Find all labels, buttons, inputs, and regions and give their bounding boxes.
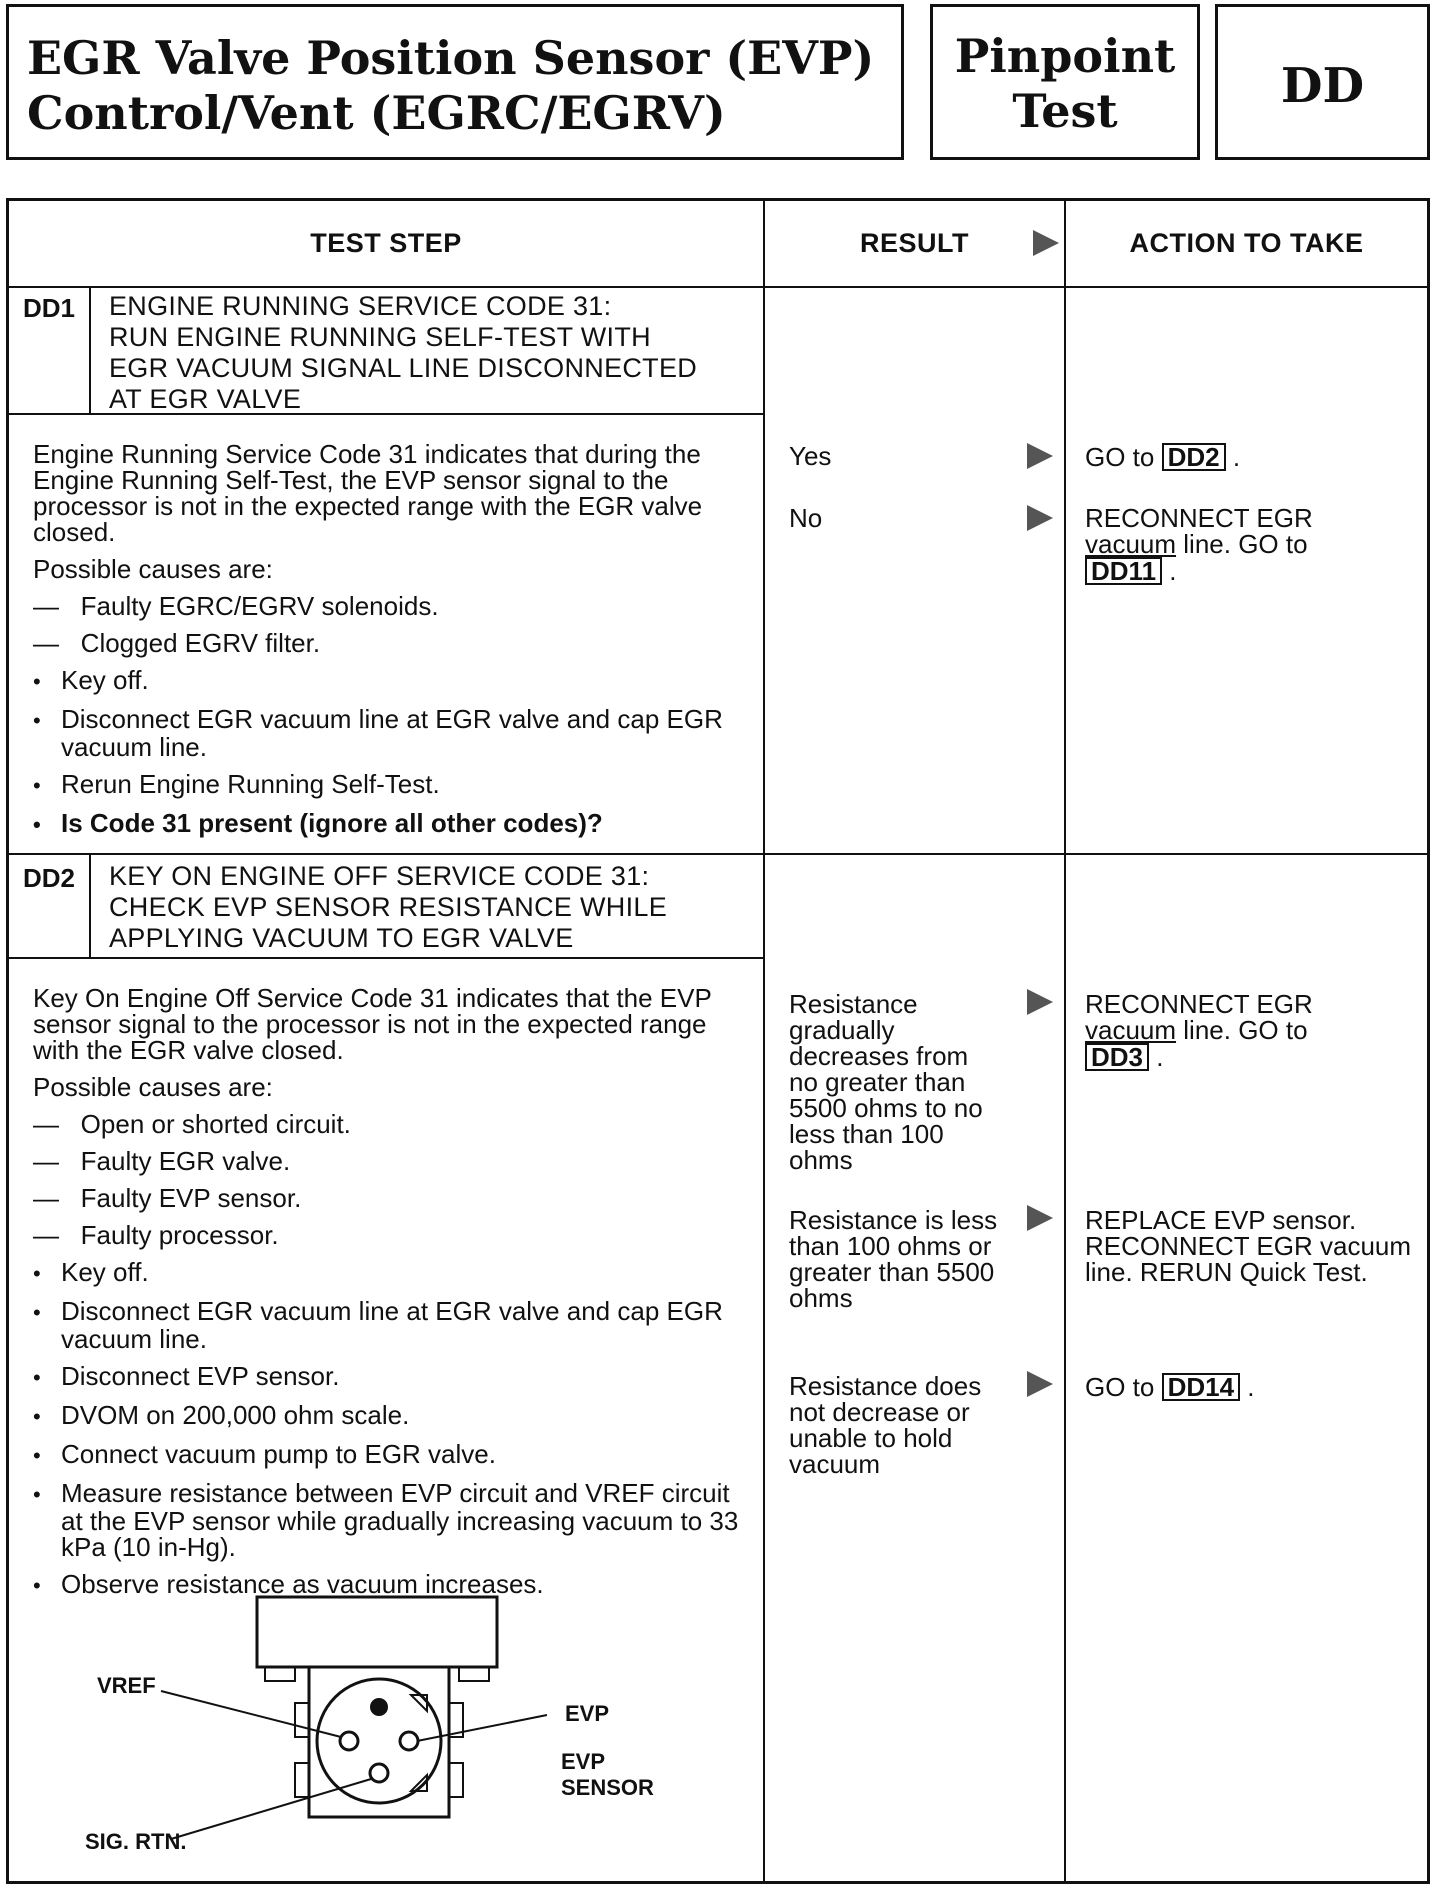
pinpoint-test-box: [930, 4, 1200, 160]
dd2-step: • Measure resistance between EVP circuit and VREF circuit at the EVP sensor while gradually increasing vacuum to 33 kPa (10 in-Hg).: [33, 1480, 743, 1560]
dd1-step: • Key off.: [33, 667, 743, 695]
vref-label: VREF: [97, 1673, 156, 1698]
dd1-result-yes: Yes: [789, 441, 832, 471]
pin-key: [370, 1698, 388, 1716]
dd2-step: • DVOM on 200,000 ohm scale.: [33, 1402, 743, 1430]
dd2-step: • Key off.: [33, 1259, 743, 1287]
connector-latch-left: [295, 1703, 309, 1737]
dd2-title-line: CHECK EVP SENSOR RESISTANCE WHILE: [109, 892, 668, 922]
connector-body: [309, 1667, 449, 1817]
ref-dd14-link[interactable]: DD14: [1162, 1373, 1240, 1401]
col-header-result: [765, 201, 1064, 286]
result-label: RESULT: [860, 228, 969, 258]
col-header-test-step: TEST STEP: [310, 228, 462, 258]
title-box: [6, 4, 904, 160]
dd2-step: • Connect vacuum pump to EGR valve.: [33, 1441, 743, 1469]
dd2-title-line: APPLYING VACUUM TO EGR VALVE: [109, 923, 574, 953]
ref-dd3-link[interactable]: DD3: [1085, 1043, 1149, 1071]
dd1-title-line: EGR VACUUM SIGNAL LINE DISCONNECTED: [109, 353, 698, 383]
col-divider-2: [1064, 201, 1066, 1881]
page-title: [27, 31, 874, 141]
pin-evp: [400, 1732, 418, 1750]
dd1-step-id: DD1: [23, 293, 76, 323]
dd2-cause: — Faulty processor.: [33, 1220, 279, 1250]
housing-tab-left: [265, 1667, 295, 1681]
dd1-id-divider: [89, 287, 91, 413]
dd1-no-arrow-icon: [1027, 505, 1053, 531]
dd2-id-divider: [89, 853, 91, 957]
dd1-question: • Is Code 31 present (ignore all other codes)?: [33, 810, 743, 838]
dd2-cause: — Faulty EGR valve.: [33, 1146, 291, 1176]
dd2-step: • Disconnect EVP sensor.: [33, 1363, 743, 1391]
dd2-result-1-arrow-icon: [1027, 989, 1053, 1015]
dd2-result-3-arrow-icon: [1027, 1371, 1053, 1397]
dd1-yes-arrow-icon: [1027, 443, 1053, 469]
evp-sensor-diagram: [69, 1591, 669, 1861]
dd1-title-line: RUN ENGINE RUNNING SELF-TEST WITH: [109, 322, 651, 352]
dd2-title-line: KEY ON ENGINE OFF SERVICE CODE 31:: [109, 861, 650, 891]
dd2-title-bottom: [9, 957, 763, 959]
dd2-action-2: REPLACE EVP sensor. RECONNECT EGR vacuum line. RERUN Quick Test.: [1085, 1205, 1412, 1287]
dd2-step: • Observe resistance as vacuum increases.: [33, 1571, 743, 1599]
pinpoint-label: Pinpoint: [954, 29, 1176, 83]
pin-vref: [340, 1732, 358, 1750]
pin-sig-rtn: [370, 1764, 388, 1782]
test-code-box: [1215, 4, 1430, 160]
dd1-step-title: [109, 291, 697, 415]
pinpoint-table: [6, 198, 1430, 1884]
sig-rtn-label: SIG. RTN.: [85, 1829, 187, 1854]
dd2-result-1: Resistance gradually decreases from no greater than 5500 ohms to no less than 100 ohms: [789, 989, 983, 1175]
dd2-cause: — Open or shorted circuit.: [33, 1109, 351, 1139]
dd2-action-1: RECONNECT EGR vacuum line. GO to DD3 .: [1085, 989, 1313, 1072]
dd1-title-line: ENGINE RUNNING SERVICE CODE 31:: [109, 291, 612, 321]
test-label: Test: [1012, 84, 1118, 138]
connector-latch-right-lower: [449, 1763, 463, 1797]
header-divider: [9, 286, 1427, 288]
dd1-cause: — Faulty EGRC/EGRV solenoids.: [33, 591, 439, 621]
dd2-result-3: Resistance does not decrease or unable to hold vacuum: [789, 1371, 982, 1479]
vref-leader: [161, 1691, 341, 1737]
sensor-label-line2: SENSOR: [561, 1775, 654, 1800]
dd2-result-2: Resistance is less than 100 ohms or greater than 5500 ohms: [789, 1205, 998, 1313]
housing-tab-right: [459, 1667, 489, 1681]
dd2-action-3: GO to DD14 .: [1085, 1372, 1255, 1402]
ref-dd2-link[interactable]: DD2: [1162, 443, 1226, 471]
dd2-body: [33, 985, 743, 1610]
dd1-intro: Engine Running Service Code 31 indicates that during the Engine Running Self-Test, the EVP sensor signal to the processor is not in the expected range with the EGR valve closed.: [33, 439, 703, 547]
dd1-step: • Disconnect EGR vacuum line at EGR valve and cap EGR vacuum line.: [33, 706, 743, 760]
step-separator: [9, 853, 1427, 855]
sensor-housing: [257, 1597, 497, 1667]
evp-label: EVP: [565, 1701, 610, 1726]
dd2-result-2-arrow-icon: [1027, 1205, 1053, 1231]
dd1-cause: — Clogged EGRV filter.: [33, 628, 321, 658]
col-divider-1: [763, 201, 765, 1881]
title-line-1: EGR Valve Position Sensor (EVP): [27, 31, 875, 85]
dd2-step-title: [109, 861, 667, 954]
connector-latch-left-lower: [295, 1763, 309, 1797]
dd1-action-yes: GO to DD2 .: [1085, 442, 1241, 472]
dd2-cause: — Faulty EVP sensor.: [33, 1183, 302, 1213]
sig-rtn-leader: [171, 1779, 371, 1839]
ref-dd11-link[interactable]: DD11: [1085, 557, 1162, 585]
connector-face: [317, 1679, 441, 1803]
title-line-2: Control/Vent (EGRC/EGRV): [27, 86, 726, 140]
dd1-causes-label: Possible causes are:: [33, 554, 273, 584]
dd2-causes-label: Possible causes are:: [33, 1072, 273, 1102]
test-code: DD: [1280, 58, 1365, 114]
sensor-label-line1: EVP: [561, 1749, 606, 1774]
dd1-step: • Rerun Engine Running Self-Test.: [33, 771, 743, 799]
dd1-title-line: AT EGR VALVE: [109, 384, 302, 414]
dd1-action-no: RECONNECT EGR vacuum line. GO to DD11 .: [1085, 503, 1313, 586]
col-header-action: ACTION TO TAKE: [1129, 228, 1364, 258]
dd2-step-id: DD2: [23, 863, 76, 893]
dd1-body: [33, 441, 743, 849]
header-arrow-icon: [1033, 230, 1059, 256]
dd2-intro: Key On Engine Off Service Code 31 indicates that the EVP sensor signal to the processor is not in the expected range with the EGR valve closed.: [33, 983, 712, 1065]
dd2-step: • Disconnect EGR vacuum line at EGR valve and cap EGR vacuum line.: [33, 1298, 743, 1352]
dd1-result-no: No: [789, 503, 823, 533]
